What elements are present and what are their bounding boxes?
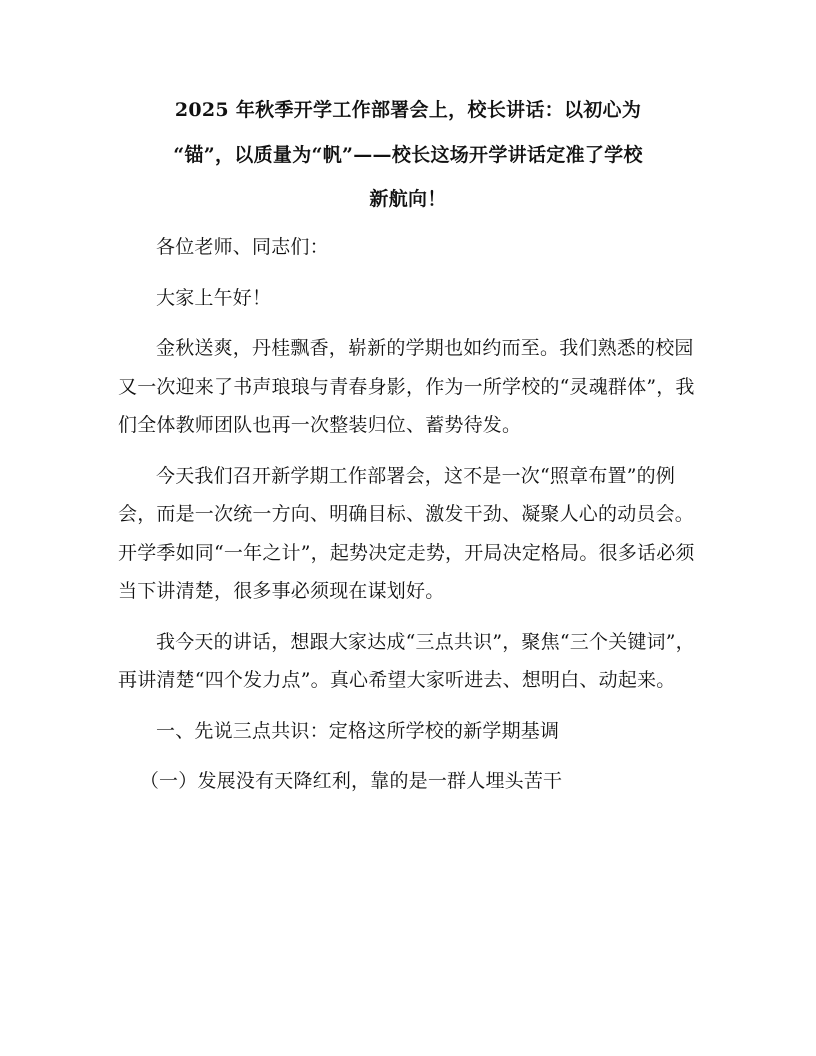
document-body bbox=[118, 228, 698, 813]
salutation: 各位老师、同志们： bbox=[156, 236, 329, 258]
document-title bbox=[118, 88, 698, 222]
section-heading: 一、先说三点共识：定格这所学校的新学期基调 bbox=[156, 719, 560, 742]
body-paragraph: 金秋送爽，丹桂飘香，崭新的学期也如约而至。我们熟悉的校园又一次迎来了书声琅琅与青春身影，作为一所学校的“灵魂群体”，我们全体教师团队也再一次整装归位、蓄势待发。 bbox=[118, 337, 695, 436]
body-paragraph: 我今天的讲话，想跟大家达成“三点共识”，聚焦“三个关键词”，再讲清楚“四个发力点”。真心希望大家听进去、想明白、动起来。 bbox=[118, 630, 695, 691]
body-paragraph: 今天我们召开新学期工作部署会，这不是一次“照章布置”的例会，而是一次统一方向、明确目标、激发干劲、凝聚人心的动员会。开学季如同“一年之计”，起势决定走势，开局决定格局。很多话必须当下讲清楚，很多事必须现在谋划好。 bbox=[118, 464, 695, 602]
title-line-2: “锚”，以质量为“帆”——校长这场开学讲话定准了学校 bbox=[173, 143, 643, 166]
title-line-3: 新航向！ bbox=[369, 188, 447, 210]
subsection-heading: （一）发展没有天降红利，靠的是一群人埋头苦干 bbox=[139, 770, 563, 792]
greeting: 大家上午好！ bbox=[156, 286, 272, 309]
title-line-1: 2025 年秋季开学工作部署会上，校长讲话：以初心为 bbox=[174, 99, 642, 121]
